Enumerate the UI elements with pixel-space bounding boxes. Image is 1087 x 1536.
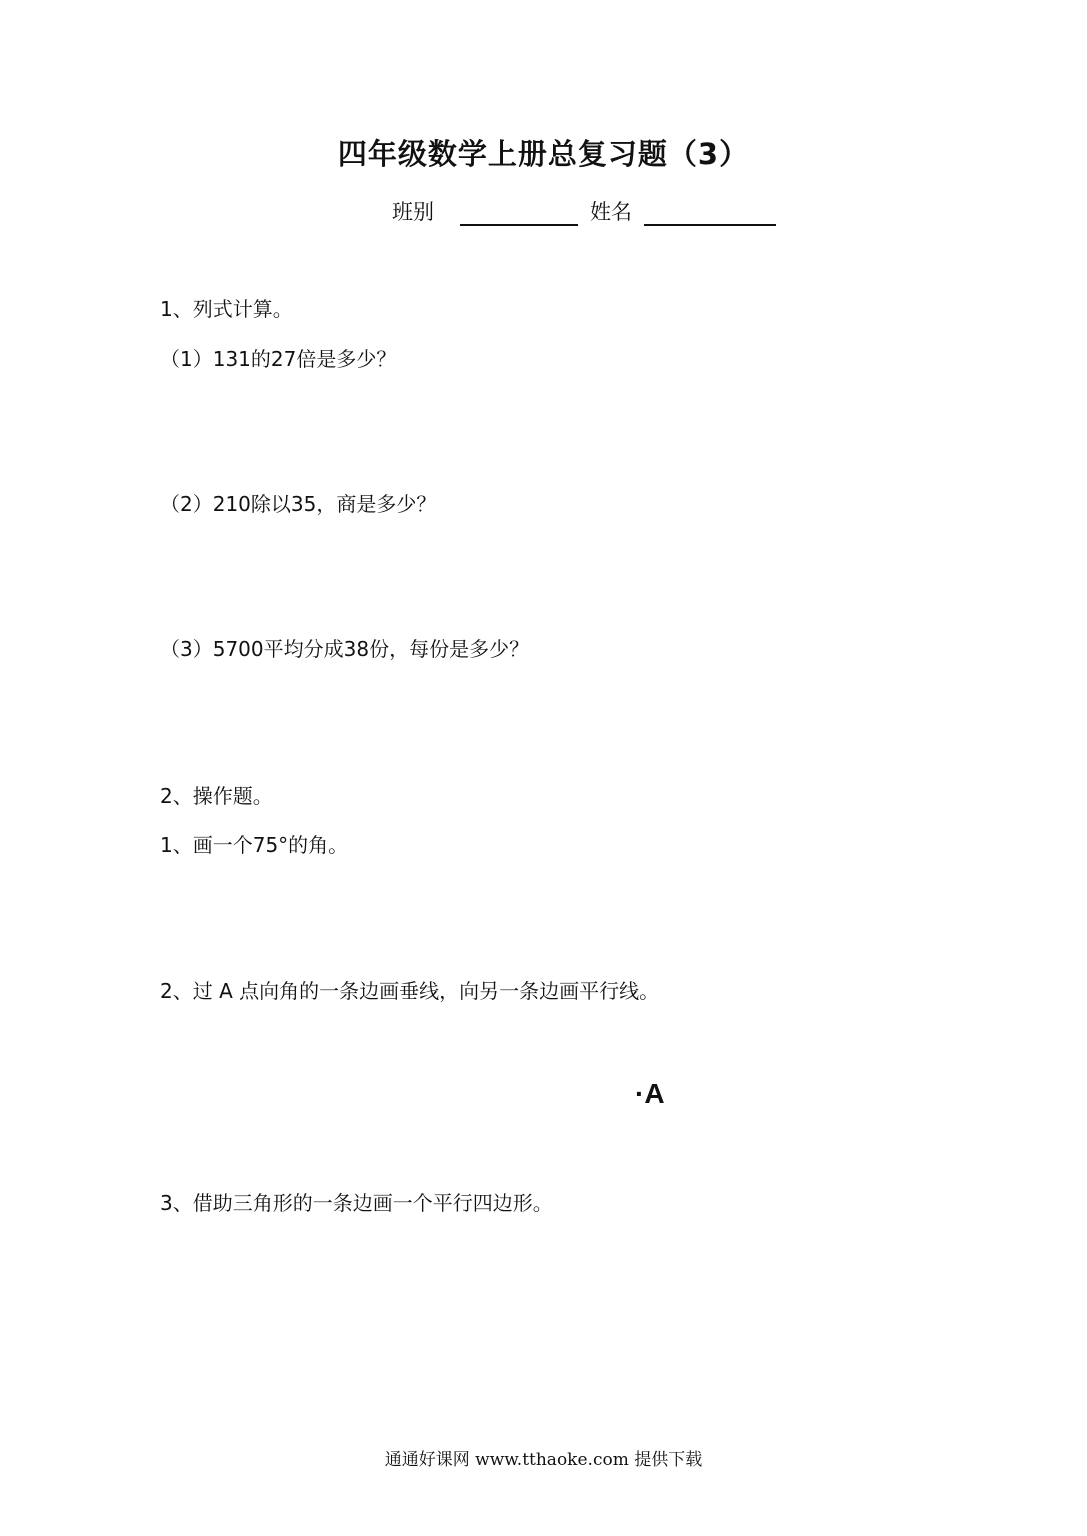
task-2-2: 2、过 A 点向角的一条边画垂线，向另一条边画平行线。 (160, 979, 660, 1003)
section-2-heading: 2、操作题。 (160, 784, 273, 808)
page-title: 四年级数学上册总复习题（3） (337, 137, 750, 171)
footer-source: 通通好课网 www.tthaoke.com 提供下载 (384, 1450, 703, 1470)
task-2-1: 1、画一个75°的角。 (160, 833, 349, 857)
question-1-1: （1）131的27倍是多少？ (160, 347, 397, 371)
section-1-heading: 1、列式计算。 (160, 297, 293, 321)
question-1-2: （2）210除以35，商是多少？ (160, 492, 437, 516)
task-2-3: 3、借助三角形的一条边画一个平行四边形。 (160, 1191, 553, 1215)
class-blank-line[interactable] (460, 202, 578, 226)
question-1-3: （3）5700平均分成38份，每份是多少？ (160, 637, 530, 661)
class-label: 班别 (392, 200, 434, 224)
point-a-label: ·A (635, 1078, 665, 1109)
student-info-row (392, 196, 776, 226)
name-blank-line[interactable] (644, 202, 776, 226)
name-label: 姓名 (590, 200, 632, 224)
